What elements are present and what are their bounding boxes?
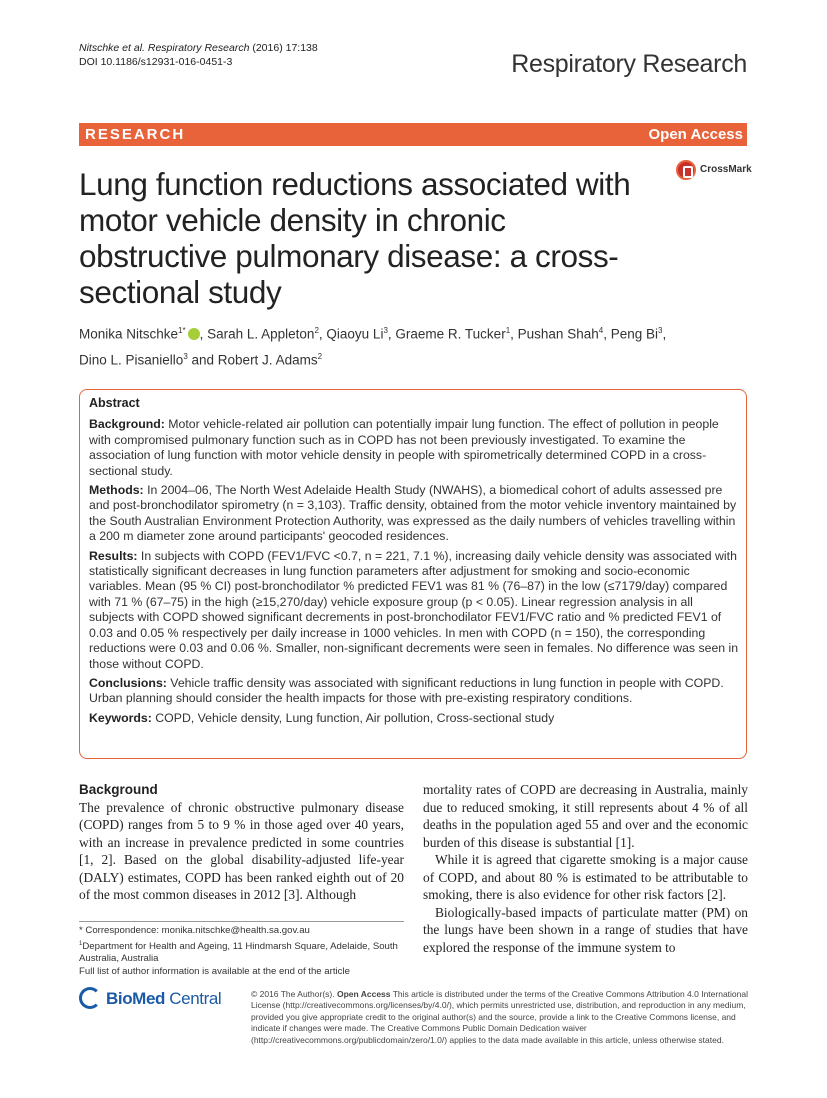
paragraph: The prevalence of chronic obstructive pulmonary disease (COPD) ranges from 5 to 9 % in those aged over 40 years, with an increase in prevalence predicted in some countries [1, 2]. Based on the global disability-adjusted life-year (DALY) estimates, COPD has been ranked eighth out of 20 of the most common diseases in 2012 [3]. Although (79, 799, 404, 902)
affiliation-sup: 1 (505, 326, 511, 335)
affiliation-sup: 3 (183, 351, 188, 361)
author-name: , Graeme R. Tucker (387, 326, 506, 342)
label: Background: (89, 417, 165, 432)
text: Department for Health and Ageing, 11 Hindmarsh Square, Adelaide, South Australia, Australia (79, 940, 398, 965)
abstract-conclusions (89, 676, 739, 707)
journal-name: Respiratory Research (511, 50, 747, 78)
label: Keywords: (89, 710, 152, 725)
citation-journal: Respiratory Research (147, 42, 250, 54)
open-access-label: Open Access (648, 126, 743, 143)
separator: , (662, 326, 667, 342)
paragraph: While it is agreed that cigarette smoking is a major cause of COPD, and about 80 % is estimated to be attributable to smoking, there is also evidence for other risk factors [2]. (423, 852, 748, 902)
section-heading: Background (79, 782, 158, 797)
crossmark-label: CrossMark (700, 164, 752, 175)
biomed-central-logo[interactable] (79, 987, 239, 1015)
text: In subjects with COPD (FEV1/FVC <0.7, n = 221, 7.1 %), increasing daily vehicle density was associated with statistically significant decreases in lung function parameters after adjustment for smoking and socio-economic variables. Mean (95 % CI) post-bronchodilator % predicted FEV1 was 81 % (76–87) in the low (≤7179/day) compared with 71 % (67–75) in the high (≥15,270/day) vehicle exposure group (p < 0.05). Linear regression analysis in all subjects with COPD showed significant decrements in post-bronchodilator FEV1/FVC ratio and % predicted FEV1 of 0.03 and 0.05 % respectively per daily increase in 1000 vehicles. In men with COPD (n = 150), the corresponding reductions were 0.03 and 0.06 %. Smaller, non-significant decrements were seen in females. No difference was seen in those without COPD. (89, 548, 739, 671)
affiliation-sup: 3 (657, 326, 663, 335)
text: Motor vehicle-related air pollution can potentially impair lung function. The effect of pollution in people with compromised pulmonary function such as in COPD has not been previously investigated. To examine the association of lung function with motor vehicle density in people with spirometrically determined COPD in a cross-sectional study. (89, 417, 719, 478)
crossmark-button[interactable] (676, 160, 756, 184)
affiliation-sup: 3 (383, 326, 388, 335)
label: Methods: (89, 483, 144, 498)
paragraph: Biologically-based impacts of particulate matter (PM) on the lungs have been shown in a range of studies that have explored the response of the immune system to (423, 904, 748, 955)
author-list (79, 320, 719, 371)
affiliation (79, 938, 404, 966)
label: Results: (89, 548, 138, 563)
text: In 2004–06, The North West Adelaide Health Study (NWAHS), a biomedical cohort of adults assessed pre and post-bronchodilator spirometry (n = 3,103). Traffic density, obtained from the motor vehicle inventory maintained by the South Australian Environment Protection Authority, was expressed as the daily numbers of vehicles travelling within a 200 m diameter zone around participants' geocoded residences. (89, 483, 737, 544)
crossmark-icon (676, 160, 696, 180)
correspondence[interactable]: * Correspondence: monika.nitschke@health.sa.gov.au (79, 925, 310, 936)
text: © 2016 The Author(s). (251, 989, 337, 999)
author-name: , Pushan Shah (510, 326, 599, 342)
full-list-note: Full list of author information is available at the end of the article (79, 965, 350, 977)
orcid-icon[interactable] (188, 328, 200, 340)
author-name: Dino L. Pisaniello (79, 352, 184, 367)
article-type-label: RESEARCH (85, 126, 186, 143)
author-name: and Robert J. Adams (187, 352, 318, 367)
text: Vehicle traffic density was associated with significant reductions in lung function in people with COPD. Urban planning should consider the health impacts for those with pre-existing respiratory conditions. (89, 675, 724, 706)
abstract-background (89, 417, 739, 479)
article-title: Lung function reductions associated with motor vehicle density in chronic obstructive pulmonary disease: a cross-sectional study (79, 166, 631, 310)
text: COPD, Vehicle density, Lung function, Air pollution, Cross-sectional study (151, 710, 555, 725)
abstract-results (89, 549, 739, 672)
label: Conclusions: (89, 675, 167, 690)
author-name: , Sarah L. Appleton (199, 326, 315, 342)
footnotes (79, 925, 404, 978)
doi[interactable]: DOI 10.1186/s12931-016-0451-3 (79, 56, 233, 68)
affiliation-sup: 2 (314, 326, 319, 335)
affiliation-sup: 4 (598, 326, 604, 335)
abstract-methods (89, 483, 739, 545)
text: This article is distributed under the terms of the Creative Commons Attribution 4.0 International License (http://creativecommons.org/licenses/by/4.0/), which permits unrestricted use, distribution, and reproduction in any medium, provided you give appropriate credit to the original author(s) and the source, provide a link to the Creative Commons license, and indicate if changes were made. The Creative Commons Public Domain Dedication waiver (http://creativecommons.org/publicdomain/zero/1.0/) applies to the data made available in this article, unless otherwise stated. (251, 989, 749, 1045)
body-column-left (79, 781, 404, 904)
section-banner (79, 123, 747, 146)
logo-rest: Central (164, 989, 222, 1008)
affiliation-sup: 2 (317, 351, 323, 361)
author-name: , Qiaoyu Li (318, 326, 384, 342)
license-notice (251, 989, 751, 1046)
biomed-central-icon (79, 987, 101, 1009)
abstract-box (79, 389, 747, 759)
citation-year-volume: (2016) 17:138 (252, 42, 318, 54)
abstract-heading: Abstract (89, 396, 140, 410)
abstract-keywords (89, 711, 739, 726)
citation-header (79, 41, 318, 69)
footnote-divider (79, 921, 404, 922)
affiliation-sup: 1 (79, 940, 83, 947)
affiliation-sup: 1* (178, 326, 186, 335)
citation-authors: Nitschke et al. (79, 42, 145, 54)
author-name[interactable]: Monika Nitschke (79, 326, 179, 342)
logo-bold: BioMed (106, 989, 165, 1008)
label: Open Access (336, 989, 391, 999)
body-column-right (423, 781, 748, 956)
author-name: , Peng Bi (603, 326, 658, 342)
logo-text (106, 989, 221, 1009)
paragraph: mortality rates of COPD are decreasing in Australia, mainly due to reduced smoking, it still represents about 4 % of all deaths in the population aged 55 and over and the economic burden of this disease is substantial [1]. (423, 782, 748, 850)
